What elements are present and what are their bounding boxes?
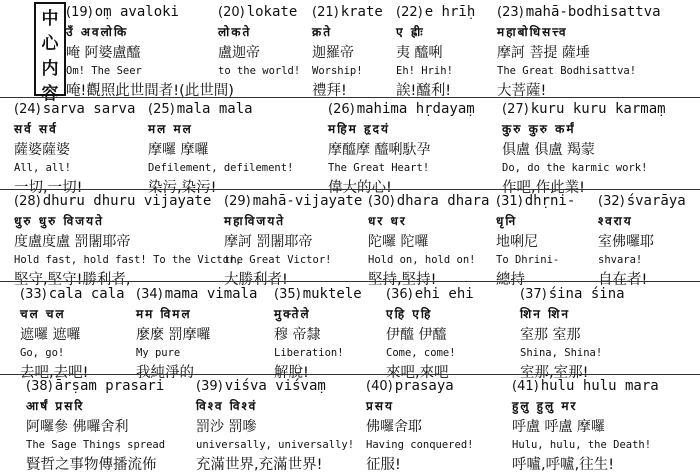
english-translation: Worship!: [312, 65, 363, 77]
mantra-entry-33: [20, 286, 125, 382]
entry-number: (26): [328, 102, 355, 117]
mantra-entry-34: [136, 286, 257, 382]
siddham-text: क्रते: [312, 25, 333, 39]
roman-text: muktele: [302, 286, 362, 302]
chinese-meaning: 征服!: [366, 457, 401, 473]
english-translation: The Great Bodhisattva!: [497, 65, 637, 77]
siddham-text: मम विमल: [136, 307, 192, 321]
mantra-entry-25: [148, 101, 293, 197]
chinese-meaning: 去吧,去吧!: [20, 365, 89, 381]
roman-text: e hrīḥ: [424, 4, 476, 20]
chinese-meaning: 唵!觀照此世間者!(此世間): [66, 83, 234, 99]
english-translation: universally, universally!: [196, 439, 355, 451]
roman-text: krate: [340, 4, 383, 20]
chinese-transliteration: 俱盧 俱盧 羯蒙: [502, 142, 595, 158]
chinese-meaning: 偉大的心!: [328, 180, 392, 196]
chinese-transliteration: 盧迦帝: [218, 45, 260, 61]
mantra-entry-37: [520, 286, 625, 382]
roman-text: sarva sarva: [42, 101, 136, 117]
english-translation: to the world!: [218, 65, 301, 77]
chinese-meaning: 大勝利者!: [224, 272, 288, 288]
section-label-char: 心: [41, 34, 59, 54]
chinese-transliteration: 度盧度盧 罰闍耶帝: [14, 234, 131, 250]
entry-number: (27): [502, 102, 529, 117]
mantra-entry-20: [218, 4, 300, 77]
mantra-entry-23: [497, 4, 661, 100]
entry-number: (29): [224, 194, 251, 209]
entry-number: (37): [520, 287, 547, 302]
siddham-text: कुरु कुरु कर्मं: [502, 122, 576, 136]
roman-text: prasaya: [394, 378, 454, 394]
chinese-transliteration: 呼盧 呼盧 摩囉: [512, 419, 605, 435]
mantra-entry-36: [386, 286, 474, 382]
roman-text: mama vimala: [164, 286, 258, 302]
english-translation: The Sage Things spread: [26, 439, 166, 451]
chinese-transliteration: 迦羅帝: [312, 45, 354, 61]
chinese-transliteration: 摩囉 摩囉: [148, 142, 209, 158]
english-translation: Liberation!: [274, 347, 344, 359]
chinese-transliteration: 摩醯摩 醯唎馱孕: [328, 142, 431, 158]
roman-text: śina śina: [548, 286, 625, 302]
chinese-meaning: 堅持,堅持!: [368, 272, 437, 288]
entry-number: (23): [497, 5, 524, 20]
chinese-transliteration: 室那 室那: [520, 327, 581, 343]
entry-number: (41): [512, 379, 539, 394]
siddham-text: मल मल: [148, 122, 193, 136]
chinese-meaning: 自在者!: [598, 272, 648, 288]
siddham-text: सर्व सर्व: [14, 122, 58, 136]
english-translation: My pure: [136, 347, 181, 359]
chinese-transliteration: 薩婆薩婆: [14, 142, 70, 158]
mantra-entry-38: [26, 378, 165, 474]
entry-number: (34): [136, 287, 163, 302]
siddham-text: धृनि: [496, 214, 518, 228]
roman-text: dhṛni-: [524, 193, 576, 209]
siddham-text: महाविजयते: [224, 214, 286, 228]
siddham-text: हुलु हुलु मर: [512, 399, 578, 413]
english-translation: Om! The Seer: [66, 65, 142, 77]
english-translation: Shina, Shina!: [520, 347, 603, 359]
roman-text: mahā-bodhisattva: [525, 4, 661, 20]
chinese-transliteration: 陀囉 陀囉: [368, 234, 429, 250]
siddham-text: धुरु धुरु विजयते: [14, 214, 104, 228]
chinese-transliteration: 阿囉參 佛囉舍利: [26, 419, 129, 435]
chinese-meaning: 呼嚧,呼嚧,往生!: [512, 457, 615, 473]
siddham-text: महिम हृदयं: [328, 122, 390, 136]
chinese-transliteration: 穆 帝隸: [274, 327, 321, 343]
roman-text: ehi ehi: [414, 286, 474, 302]
english-translation: Come, come!: [386, 347, 456, 359]
section-label-char: 内: [41, 59, 59, 79]
chinese-transliteration: 遮囉 遮囉: [20, 327, 81, 343]
english-translation: Defilement, defilement!: [148, 162, 294, 174]
chinese-transliteration: 摩訶 菩提 薩埵: [497, 45, 590, 61]
roman-text: mala mala: [176, 101, 253, 117]
roman-text: cala cala: [48, 286, 125, 302]
chinese-meaning: 充滿世界,充滿世界!: [196, 457, 323, 473]
english-translation: Hold on, hold on!: [368, 254, 476, 266]
siddham-text: लोकते: [218, 25, 252, 39]
roman-text: kuru kuru karmaṃ: [530, 101, 666, 117]
mantra-entry-26: [328, 101, 475, 197]
section-label-char: 容: [41, 84, 59, 104]
chinese-meaning: 總持: [496, 272, 525, 288]
siddham-text: प्रसय: [366, 399, 394, 413]
mantra-entry-32: [598, 193, 686, 289]
chinese-meaning: 一切,一切!: [14, 180, 83, 196]
row-divider: [0, 281, 700, 282]
mantra-entry-19: [66, 4, 234, 100]
roman-text: hulu hulu mara: [540, 378, 659, 394]
siddham-text: शिन शिन: [520, 307, 571, 321]
mantra-entry-40: [366, 378, 473, 474]
chinese-transliteration: 麼麼 罰摩囉: [136, 327, 211, 343]
mantra-entry-22: [396, 4, 475, 100]
english-translation: the Great Victor!: [224, 254, 332, 266]
entry-number: (38): [26, 379, 53, 394]
roman-text: viśva viśvaṃ: [224, 378, 326, 394]
row-divider: [0, 374, 700, 375]
english-translation: Hulu, hulu, the Death!: [512, 439, 652, 451]
chinese-transliteration: 伊醯 伊醯: [386, 327, 447, 343]
english-translation: To Dhrini-: [496, 254, 560, 266]
entry-number: (19): [66, 5, 93, 20]
chinese-meaning: 誒!醯利!: [396, 83, 452, 99]
siddham-text: धर धर: [368, 214, 407, 228]
row-divider: [0, 97, 700, 98]
entry-number: (36): [386, 287, 413, 302]
siddham-text: ए ह्रीः: [396, 25, 425, 39]
mantra-entry-27: [502, 101, 666, 197]
roman-text: mahā-vijayate: [252, 193, 363, 209]
entry-number: (35): [274, 287, 301, 302]
mantra-entry-24: [14, 101, 135, 197]
chinese-meaning: 解脫!: [274, 365, 309, 381]
english-translation: Eh! Hrih!: [396, 65, 453, 77]
chinese-transliteration: 摩訶 罰闍耶帝: [224, 234, 313, 250]
siddham-text: मुक्तेले: [274, 307, 311, 321]
chinese-transliteration: 罰沙 罰嘇: [196, 419, 257, 435]
chinese-meaning: 堅守,堅守!勝利者,: [14, 272, 131, 288]
chinese-meaning: 來吧,來吧: [386, 365, 449, 381]
mantra-entry-30: [368, 193, 489, 289]
english-translation: Hold fast, hold fast! To the Victor,: [14, 254, 242, 266]
mantra-entry-28: [14, 193, 242, 289]
roman-text: dhuru dhuru vijayate: [42, 193, 212, 209]
mantra-entry-21: [312, 4, 383, 100]
chinese-transliteration: 夷 醯唎: [396, 45, 443, 61]
siddham-text: विश्व विश्वं: [196, 399, 258, 413]
entry-number: (21): [312, 5, 339, 20]
chinese-meaning: 室那,室那!: [520, 365, 589, 381]
chinese-transliteration: 地唎尼: [496, 234, 538, 250]
entry-number: (24): [14, 102, 41, 117]
chinese-meaning: 賢哲之事物傳播流佈: [26, 457, 157, 473]
entry-number: (39): [196, 379, 223, 394]
chinese-transliteration: 唵 阿婆盧醯: [66, 45, 141, 61]
siddham-text: महाबोधिसत्त्व: [497, 25, 568, 39]
roman-text: ārṣam prasari: [54, 378, 165, 394]
english-translation: Do, do the karmic work!: [502, 162, 648, 174]
roman-text: lokate: [246, 4, 298, 20]
mantra-entry-35: [274, 286, 362, 382]
english-translation: shvara!: [598, 254, 643, 266]
chinese-meaning: 染污,染污!: [148, 180, 217, 196]
mantra-entry-41: [512, 378, 659, 474]
roman-text: śvarāya: [626, 193, 686, 209]
chinese-meaning: 作吧,作此業!: [502, 180, 585, 196]
section-label-box: [34, 2, 66, 104]
entry-number: (30): [368, 194, 395, 209]
entry-number: (33): [20, 287, 47, 302]
chinese-transliteration: 佛囉舍耶: [366, 419, 422, 435]
row-divider: [0, 189, 700, 190]
entry-number: (32): [598, 194, 625, 209]
siddham-text: श्वराय: [598, 214, 633, 228]
mantra-entry-31: [496, 193, 575, 289]
english-translation: The Great Heart!: [328, 162, 430, 174]
siddham-text: चल चल: [20, 307, 66, 321]
entry-number: (22): [396, 5, 423, 20]
section-label-char: 中: [41, 9, 59, 29]
entry-number: (25): [148, 102, 175, 117]
entry-number: (20): [218, 5, 245, 20]
roman-text: oṃ avaloki: [94, 4, 179, 20]
english-translation: Having conquered!: [366, 439, 474, 451]
entry-number: (31): [496, 194, 523, 209]
entry-number: (28): [14, 194, 41, 209]
roman-text: mahima hṛdayaṃ: [356, 101, 475, 117]
mantra-entry-29: [224, 193, 362, 289]
mantra-entry-39: [196, 378, 354, 474]
roman-text: dhara dhara: [396, 193, 490, 209]
english-translation: All, all!: [14, 162, 71, 174]
siddham-text: उँ अवलोकि: [66, 25, 129, 39]
chinese-meaning: 我純淨的: [136, 365, 194, 381]
chinese-transliteration: 室佛囉耶: [598, 234, 654, 250]
siddham-text: एहि एहि: [386, 307, 433, 321]
chinese-meaning: 大菩薩!: [497, 83, 547, 99]
entry-number: (40): [366, 379, 393, 394]
english-translation: Go, go!: [20, 347, 65, 359]
chinese-meaning: 禮拜!: [312, 83, 347, 99]
siddham-text: आर्षं प्रसरि: [26, 399, 85, 413]
